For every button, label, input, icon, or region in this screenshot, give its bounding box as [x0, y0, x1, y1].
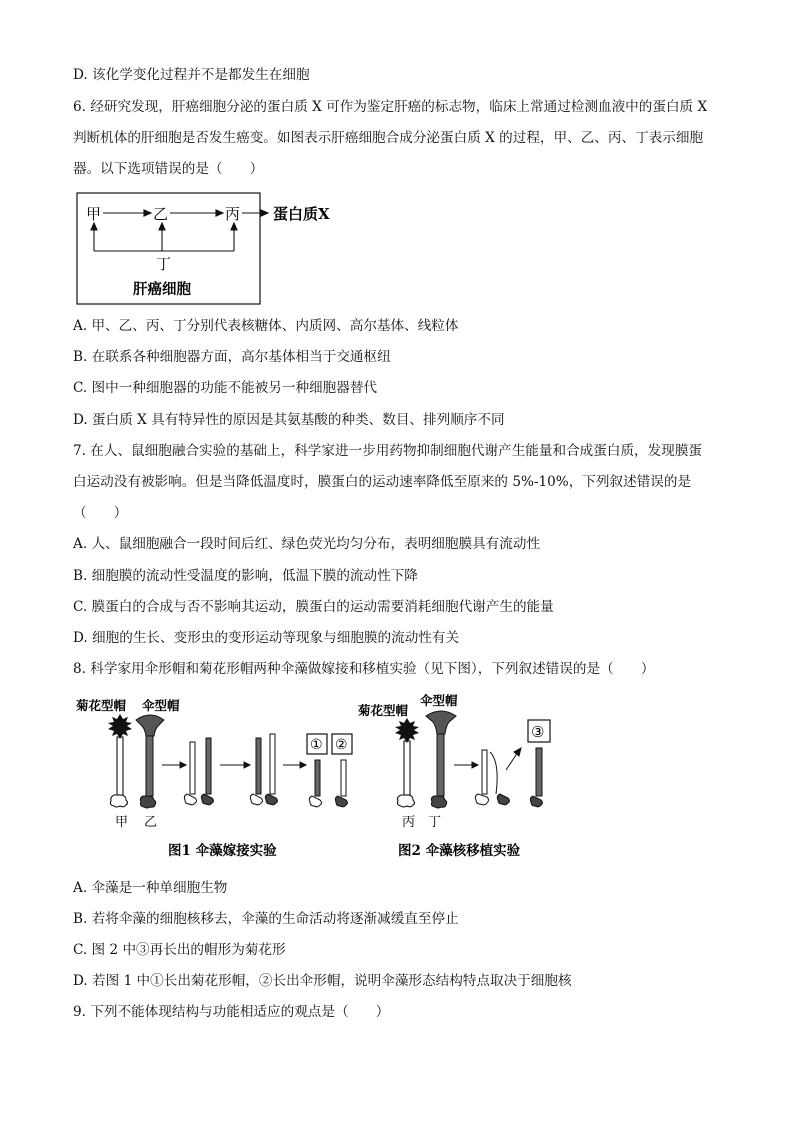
question-7-line-2: 白运动没有被影响。但是当降低温度时，膜蛋白的运动速率降低至原来的 5%-10%，下列叙述错误的是 [73, 474, 692, 490]
option-7b: B. 细胞膜的流动性受温度的影响，低温下膜的流动性下降 [73, 568, 418, 584]
transplant-result [530, 748, 542, 807]
label-bing-right: 丙 [402, 815, 416, 830]
question-6-line-2: 判断机体的肝细胞是否发生癌变。如图表示肝癌细胞合成分泌蛋白质 X 的过程，甲、乙、丙、丁表示细胞 [73, 130, 704, 146]
option-8a: A. 伞藻是一种单细胞生物 [73, 880, 228, 896]
question-9-line-1: 9. 下列不能体现结构与功能相适应的观点是（ ） [73, 1004, 390, 1020]
plant-yi [136, 715, 164, 808]
option-6c: C. 图中一种细胞器的功能不能被另一种细胞器替代 [73, 380, 378, 396]
arrow-step-1 [162, 762, 186, 768]
option-7c: C. 膜蛋白的合成与否不影响其运动，膜蛋白的运动需要消耗细胞代谢产生的能量 [73, 599, 554, 615]
result-label-2: ② [335, 737, 348, 753]
graft-stage-2 [250, 734, 277, 805]
option-8d: D. 若图 1 中①长出菊花形帽，②长出伞形帽，说明伞藻形态结构特点取决于细胞核 [73, 973, 572, 989]
graft-result [309, 760, 347, 807]
organelle-bing: 丙 [225, 205, 241, 223]
option-6d: D. 蛋白质 X 具有特异性的原因是其氨基酸的种类、数目、排列顺序不同 [73, 412, 505, 428]
plant-ding [426, 711, 456, 808]
option-8b: B. 若将伞藻的细胞核移去，伞藻的生命活动将逐渐减缓直至停止 [73, 911, 459, 927]
result-label-1: ① [310, 737, 323, 753]
label-jia-left: 甲 [115, 815, 129, 830]
graft-stage-1 [184, 738, 213, 805]
cap-umbrella-label-right: 伞型帽 [420, 693, 458, 708]
organelle-yi: 乙 [153, 205, 169, 223]
protein-x-label: 蛋白质X [273, 205, 330, 223]
acetabularia-experiment-figure [70, 690, 590, 865]
option-7d: D. 细胞的生长、变形虫的变形运动等现象与细胞膜的流动性有关 [73, 630, 460, 646]
arrow-transplant-1 [454, 762, 478, 768]
caption-figure-1: 图1 伞藻嫁接实验 [168, 843, 277, 859]
cap-chrysanthemum-label-right: 菊花型帽 [358, 703, 409, 718]
label-yi-left: 乙 [144, 815, 158, 830]
option-8c: C. 图 2 中③再长出的帽形为菊花形 [73, 942, 286, 958]
result-label-3: ③ [531, 723, 545, 741]
cell-caption: 肝癌细胞 [133, 281, 191, 298]
option-6a: A. 甲、乙、丙、丁分别代表核糖体、内质网、高尔基体、线粒体 [73, 318, 459, 334]
organelle-jia: 甲 [86, 205, 102, 223]
plant-jia [108, 714, 132, 807]
option-6b: B. 在联系各种细胞器方面，高尔基体相当于交通枢纽 [73, 349, 391, 365]
secretion-pathway-diagram [76, 192, 356, 306]
arrow-step-3 [283, 762, 306, 768]
label-ding-right: 丁 [428, 815, 442, 830]
arrow-step-2 [220, 762, 250, 768]
question-7-line-1: 7. 在人、鼠细胞融合实验的基础上，科学家进一步用药物抑制细胞代谢产生能量和合成蛋白质，发现膜蛋 [73, 443, 703, 459]
organelle-ding: 丁 [156, 255, 172, 273]
option-6d-prev: D. 该化学变化过程并不是都发生在细胞 [73, 67, 310, 83]
arrow-transplant-2 [506, 748, 521, 770]
caption-figure-2: 图2 伞藻核移植实验 [398, 843, 521, 859]
question-6-line-1: 6. 经研究发现，肝癌细胞分泌的蛋白质 X 可作为鉴定肝癌的标志物，临床上常通过检测血液中的蛋白质 X [73, 99, 708, 115]
transplant-stage [475, 750, 509, 805]
question-7-line-3: （ ） [73, 505, 128, 521]
cap-chrysanthemum-label-left: 菊花型帽 [76, 698, 127, 713]
plant-bing [395, 718, 419, 807]
option-7a: A. 人、鼠细胞融合一段时间后红、绿色荧光均匀分布，表明细胞膜具有流动性 [73, 536, 541, 552]
question-8-line-1: 8. 科学家用伞形帽和菊花形帽两种伞藻做嫁接和移植实验（见下图），下列叙述错误的是（ ） [73, 661, 655, 677]
cap-umbrella-label-left: 伞型帽 [142, 698, 180, 713]
question-6-line-3: 器。以下选项错误的是（ ） [73, 161, 264, 177]
